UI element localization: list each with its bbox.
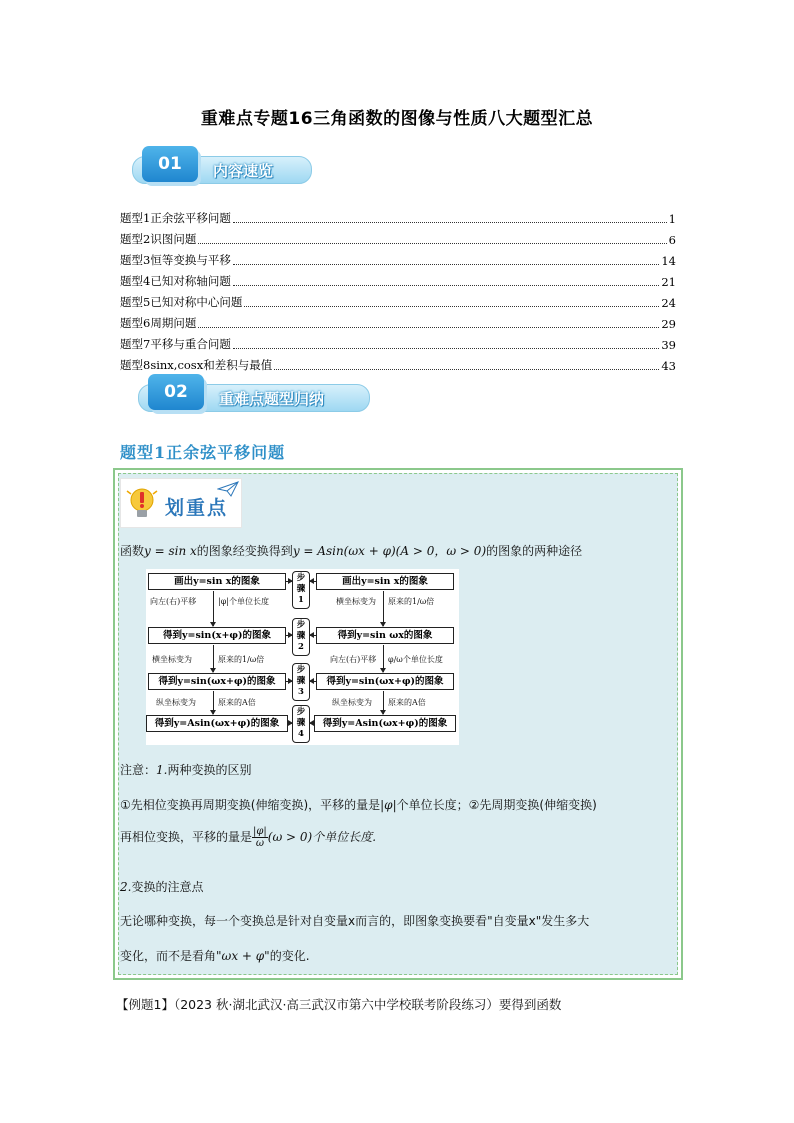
toc-leader (233, 348, 660, 349)
right-transition-label: 纵坐标变为 (332, 698, 372, 707)
arrow-left (310, 723, 314, 724)
page-title: 重难点专题16三角函数的图像与性质八大题型汇总 (200, 109, 594, 129)
toc-entry[interactable] (120, 268, 676, 289)
note-number: 2. (120, 880, 132, 894)
left-transition-label: |φ|个单位长度 (218, 597, 269, 606)
toc-entry-title: 题型6周期问题 (120, 316, 197, 330)
intro-line (120, 542, 582, 559)
arrow-left (310, 635, 316, 636)
toc-entry-title: 题型3恒等变换与平移 (120, 253, 231, 267)
note-paragraph (120, 796, 597, 813)
step-badge (292, 663, 310, 701)
toc-entry-title: 题型8sinx,cosx和差积与最值 (120, 358, 273, 372)
right-transition-label: 原来的1/ω倍 (388, 597, 435, 606)
badge-text: 划重点 (165, 497, 229, 519)
intro-post: 的图象的两种途径 (486, 544, 583, 558)
arrow-left (310, 681, 316, 682)
right-transition-label: 横坐标变为 (336, 597, 376, 606)
step-label: 步骤1 (296, 573, 306, 605)
banner-number: 02 (148, 374, 204, 410)
toc-entry-page: 43 (661, 359, 676, 373)
note-text: 的变化. (269, 949, 310, 963)
arrow-right (286, 581, 292, 582)
key-point-badge (120, 478, 242, 528)
arrow-down (383, 591, 384, 626)
banner-label: 重难点题型归纳 (219, 390, 325, 408)
right-step-box: 画出y=sin x的图象 (316, 573, 454, 590)
right-step-box: 得到y=Asin(ωx+φ)的图象 (314, 715, 456, 732)
formula-sin: y = sin x (144, 544, 197, 558)
note-heading (120, 761, 251, 778)
toc-entry-page: 1 (668, 212, 676, 226)
toc-leader (233, 285, 660, 286)
toc-entry-title: 题型2识图问题 (120, 232, 197, 246)
arrow-down (383, 691, 384, 714)
note-text: ①先相位变换再周期变换(伸缩变换)，平移的量是 (120, 798, 381, 812)
left-step-box: 得到y=sin(ωx+φ)的图象 (148, 673, 286, 690)
arrow-down (213, 645, 214, 672)
note-text: 变化，而不是看角 (120, 949, 217, 963)
arrow-down (213, 591, 214, 626)
right-step-box: 得到y=sin ωx的图象 (316, 627, 454, 644)
toc-entry-title: 题型5已知对称中心问题 (120, 295, 243, 309)
fraction-numerator: |φ| (253, 826, 267, 837)
formula-asin: y = Asin(ωx + φ)(A > 0，ω > 0) (292, 544, 487, 558)
section-heading: 题型1正余弦平移问题 (120, 443, 286, 462)
banner-label: 内容速览 (213, 162, 274, 180)
note-prefix: 注意： (120, 763, 157, 777)
toc-leader (233, 222, 667, 223)
note-paragraph (120, 947, 310, 964)
arrow-down (383, 645, 384, 672)
toc-entry-page: 21 (661, 275, 676, 289)
right-step-box: 得到y=sin(ωx+φ)的图象 (316, 673, 454, 690)
left-step-box: 画出y=sin x的图象 (148, 573, 286, 590)
note-text: (ω > 0)个单位长度. (267, 830, 377, 844)
arrow-right (286, 681, 292, 682)
toc-entry-title: 题型1正余弦平移问题 (120, 211, 231, 225)
note-heading-text: 变换的注意点 (131, 880, 204, 894)
right-transition-label: φ/ω个单位长度 (388, 655, 443, 664)
section-banner-contents (128, 146, 312, 190)
intro-pre: 函数 (120, 544, 145, 558)
toc-entry-page: 14 (661, 254, 676, 268)
toc-entry[interactable] (120, 205, 676, 226)
toc-entry[interactable] (120, 331, 676, 352)
toc-leader (198, 243, 666, 244)
arrow-down (213, 691, 214, 714)
formula-phi: |φ| (380, 798, 397, 812)
left-transition-label: 横坐标变为 (152, 655, 192, 664)
note-number: 1. (156, 763, 168, 777)
toc-entry-page: 39 (661, 338, 676, 352)
toc-entry-page: 6 (668, 233, 676, 247)
transformation-flowchart (146, 569, 459, 745)
toc-entry[interactable] (120, 247, 676, 268)
toc-entry-page: 29 (661, 317, 676, 331)
step-label: 步骤4 (296, 707, 306, 739)
toc-leader (274, 369, 659, 370)
toc-entry-title: 题型7平移与重合问题 (120, 337, 231, 351)
section-banner-key-types (134, 374, 370, 418)
step-badge (292, 618, 310, 656)
left-transition-label: 原来的1/ω倍 (218, 655, 265, 664)
note-paragraph (120, 826, 376, 849)
right-transition-label: 向左(右)平移 (330, 655, 377, 664)
toc-entry-page: 24 (661, 296, 676, 310)
note-heading-text: 两种变换的区别 (167, 763, 252, 777)
example-question: 【例题1】（2023 秋·湖北武汉·高三武汉市第六中学校联考阶段练习）要得到函数 (116, 997, 562, 1012)
step-badge (292, 705, 310, 743)
step-label: 步骤2 (296, 620, 306, 652)
left-transition-label: 向左(右)平移 (150, 597, 197, 606)
toc-leader (233, 264, 660, 265)
formula-angle: "ωx + φ" (216, 949, 270, 963)
intro-mid: 的图象经变换得到 (196, 544, 293, 558)
arrow-right (288, 723, 292, 724)
fraction-denominator: ω (255, 838, 264, 849)
note-text: 个单位长度；②先周期变换(伸缩变换) (396, 798, 597, 812)
left-transition-label: 纵坐标变为 (156, 698, 196, 707)
table-of-contents (120, 205, 676, 373)
arrow-left (310, 581, 316, 582)
toc-leader (198, 327, 659, 328)
note-paragraph: 无论哪种变换，每一个变换总是针对自变量x而言的，即图象变换要看"自变量x"发生多大 (120, 914, 590, 928)
toc-entry[interactable] (120, 289, 676, 310)
left-step-box: 得到y=Asin(ωx+φ)的图象 (146, 715, 288, 732)
toc-entry[interactable] (120, 226, 676, 247)
arrow-right (286, 635, 292, 636)
lightbulb-icon (125, 485, 161, 523)
left-transition-label: 原来的A倍 (218, 698, 256, 707)
note-heading (120, 878, 203, 895)
note-text: 再相位变换，平移的量是 (120, 830, 253, 844)
step-badge (292, 571, 310, 609)
right-transition-label: 原来的A倍 (388, 698, 426, 707)
toc-leader (244, 306, 659, 307)
step-label: 步骤3 (296, 665, 306, 697)
banner-number: 01 (142, 146, 198, 182)
toc-entry-title: 题型4已知对称轴问题 (120, 274, 231, 288)
toc-entry[interactable] (120, 310, 676, 331)
toc-entry[interactable] (120, 352, 676, 373)
left-step-box: 得到y=sin(x+φ)的图象 (148, 627, 286, 644)
fraction-phi-over-omega (252, 826, 268, 849)
